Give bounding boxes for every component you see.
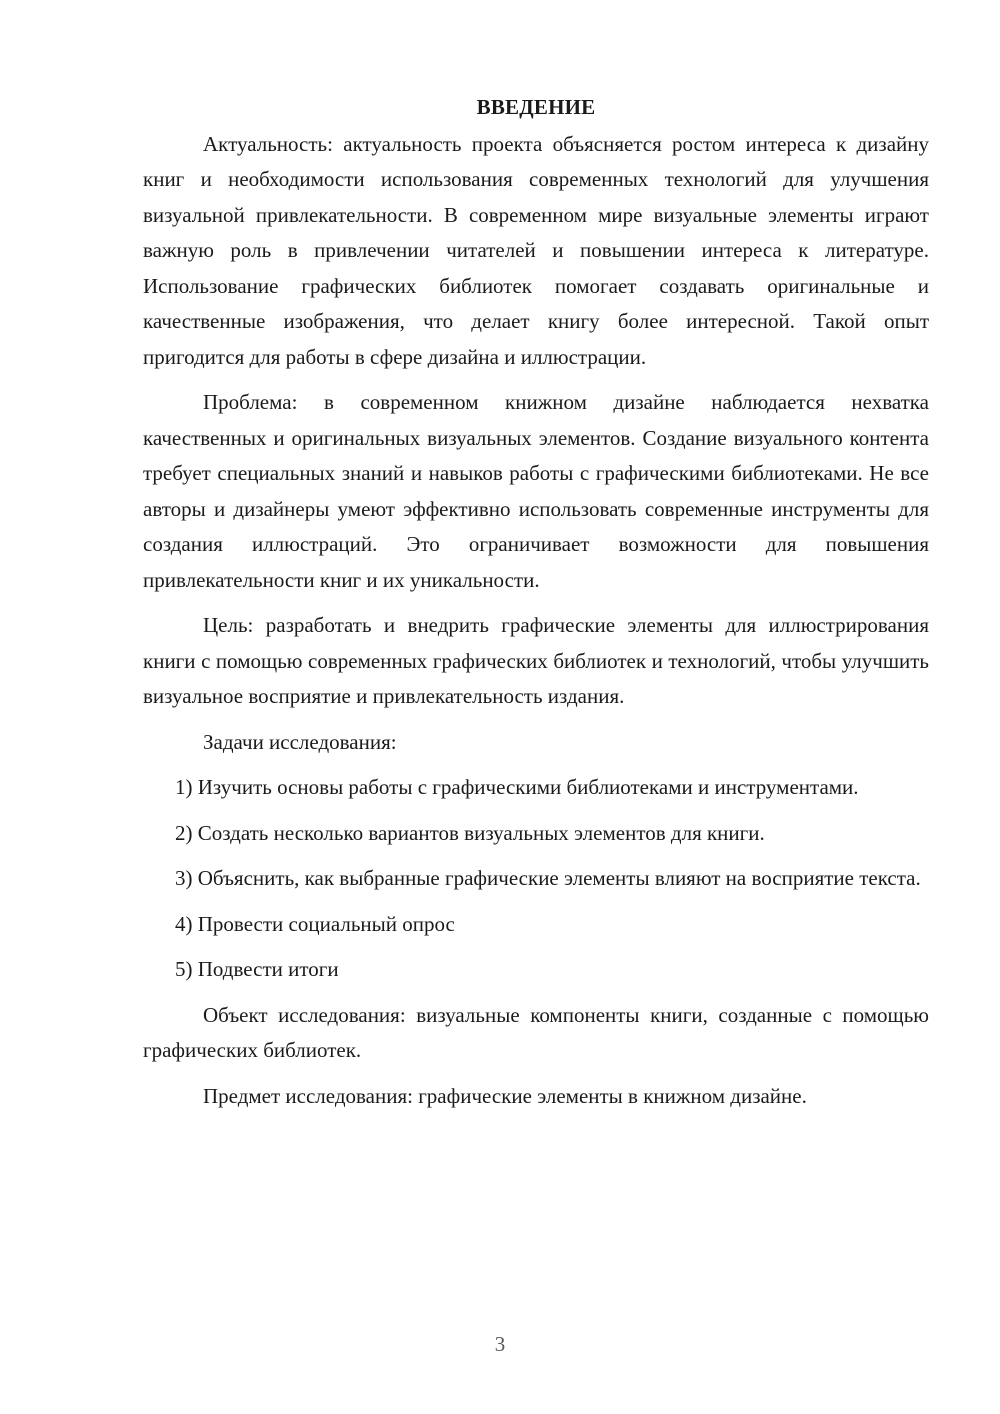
task-item: 2) Создать несколько вариантов визуальных элементов для книги. [175,820,765,845]
paragraph-problem: Проблема: в современном книжном дизайне наблюдается нехватка качественных и оригинальных визуальных элементов. Создание визуального контента требует специальных знаний и навыков работы с графическими библиотеками. Не все авторы и дизайнеры умеют эффективно использовать современные инструменты для создания иллюстраций. Это ограничивает возможности для повышения привлекательности книг и их уникальности. [143,390,929,592]
task-item: 5) Подвести итоги [175,957,339,981]
paragraph-object: Объект исследования: визуальные компоненты книги, созданные с помощью графических библиотек. [143,1002,929,1062]
task-item: 3) Объяснить, как выбранные графические элементы влияют на восприятие текста. [175,866,921,890]
document-page [143,90,929,1114]
task-item: 4) Провести социальный опрос [175,911,455,936]
paragraph-tasks-heading: Задачи исследования: [203,729,397,754]
paragraph-goal: Цель: разработать и внедрить графические элементы для иллюстрирования книги с помощью современных графических библиотек и технологий, чтобы улучшить визуальное восприятие и привлекательность издания. [143,613,929,708]
paragraph-subject: Предмет исследования: графические элементы в книжном дизайне. [203,1083,807,1108]
page-number: 3 [494,1332,506,1356]
paragraph-relevance: Актуальность: актуальность проекта объясняется ростом интереса к дизайну книг и необходимости использования современных технологий для улучшения визуальной привлекательности. В современном мире визуальные элементы играют важную роль в привлечении читателей и повышении интереса к литературе. Использование графических библиотек помогает создавать оригинальные и качественные изображения, что делает книгу более интересной. Такой опыт пригодится для работы в сфере дизайна и иллюстрации. [143,131,929,369]
task-item: 1) Изучить основы работы с графическими библиотеками и инструментами. [175,775,859,799]
section-title: ВВЕДЕНИЕ [476,95,596,119]
